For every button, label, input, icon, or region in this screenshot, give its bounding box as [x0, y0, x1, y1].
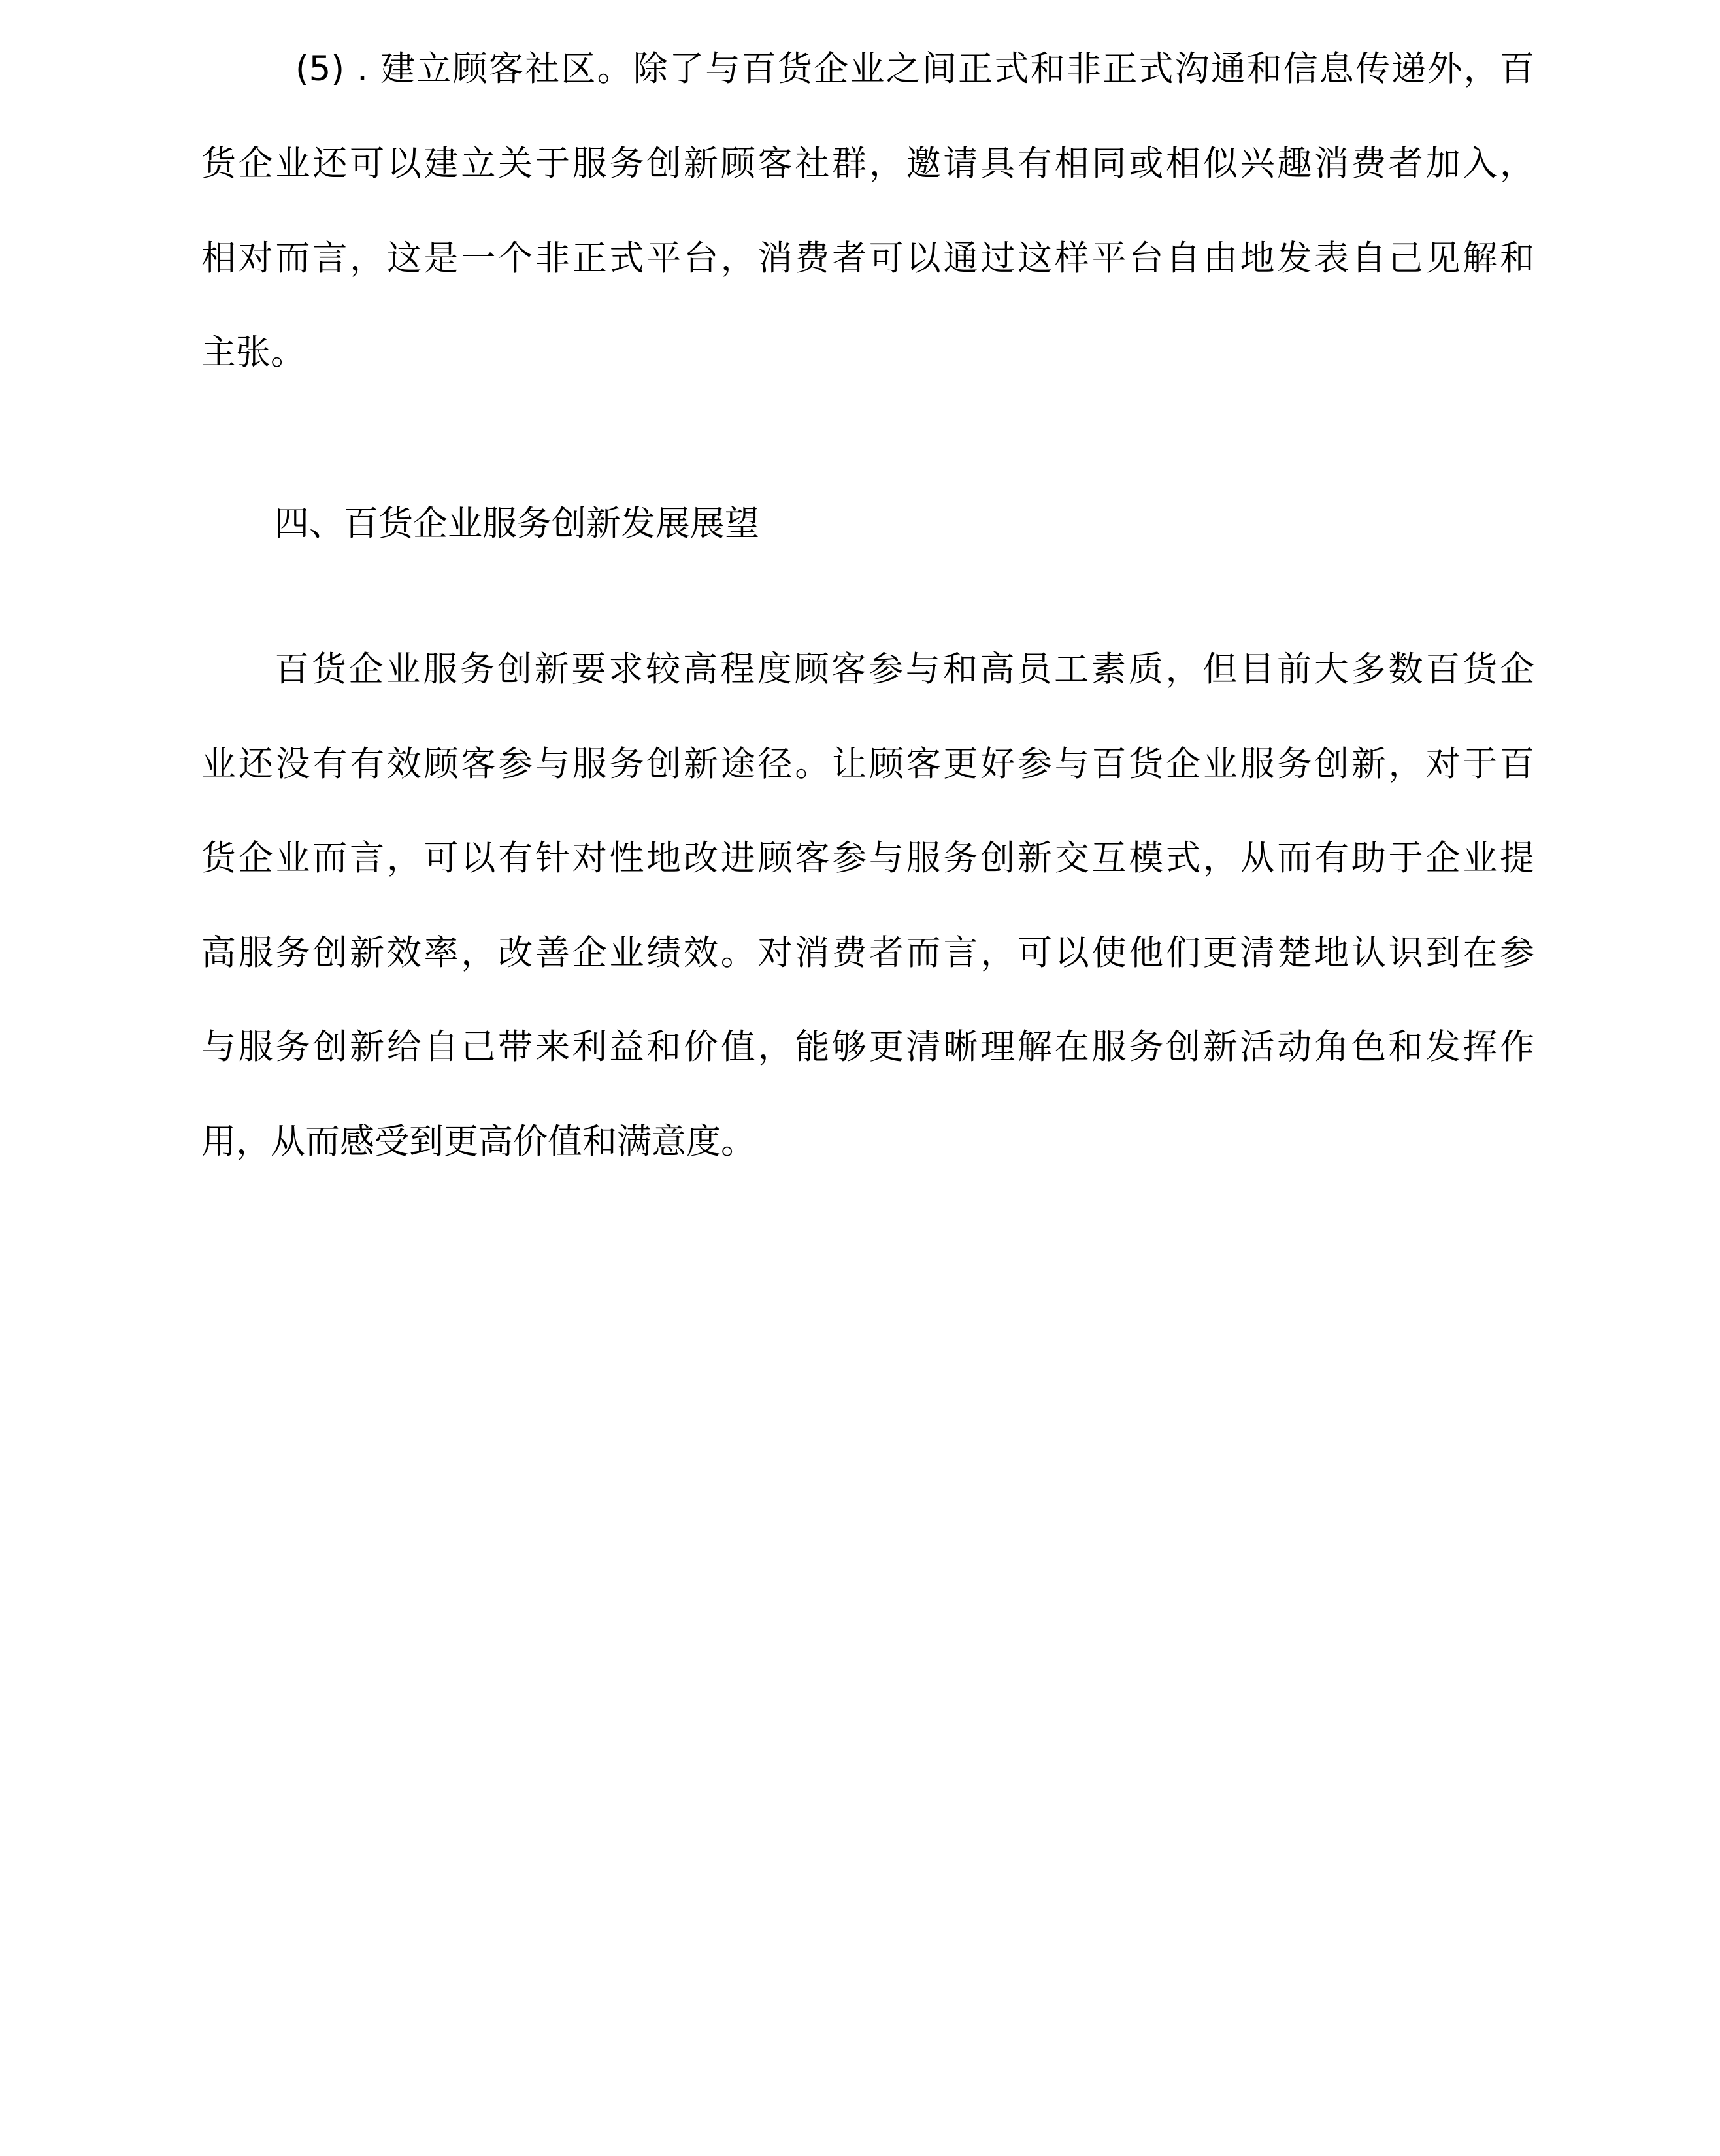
- outlook-line-3: 货企业而言，可以有针对性地改进顾客参与服务创新交互模式，从而有助于企业提: [201, 838, 1534, 878]
- outlook-line-2: 业还没有有效顾客参与服务创新途径。让顾客更好参与百货企业服务创新，对于百: [201, 744, 1534, 784]
- paragraph-5-line-1: (5) . 建立顾客社区。除了与百货企业之间正式和非正式沟通和信息传递外，百: [295, 49, 1534, 89]
- paragraph-5-line-4: 主张。: [201, 333, 305, 372]
- outlook-line-6: 用，从而感受到更高价值和满意度。: [201, 1122, 755, 1162]
- paragraph-5-line-3: 相对而言，这是一个非正式平台，消费者可以通过这样平台自由地发表自己见解和: [201, 238, 1534, 278]
- outlook-line-4: 高服务创新效率，改善企业绩效。对消费者而言，可以使他们更清楚地认识到在参: [201, 933, 1534, 973]
- outlook-line-5: 与服务创新给自己带来利益和价值，能够更清晰理解在服务创新活动角色和发挥作: [201, 1027, 1534, 1067]
- paragraph-5-line-2: 货企业还可以建立关于服务创新顾客社群，邀请具有相同或相似兴趣消费者加入，: [201, 144, 1534, 184]
- outlook-line-1: 百货企业服务创新要求较高程度顾客参与和高员工素质，但目前大多数百货企: [274, 649, 1534, 689]
- section-heading: 四、百货企业服务创新发展展望: [274, 504, 759, 544]
